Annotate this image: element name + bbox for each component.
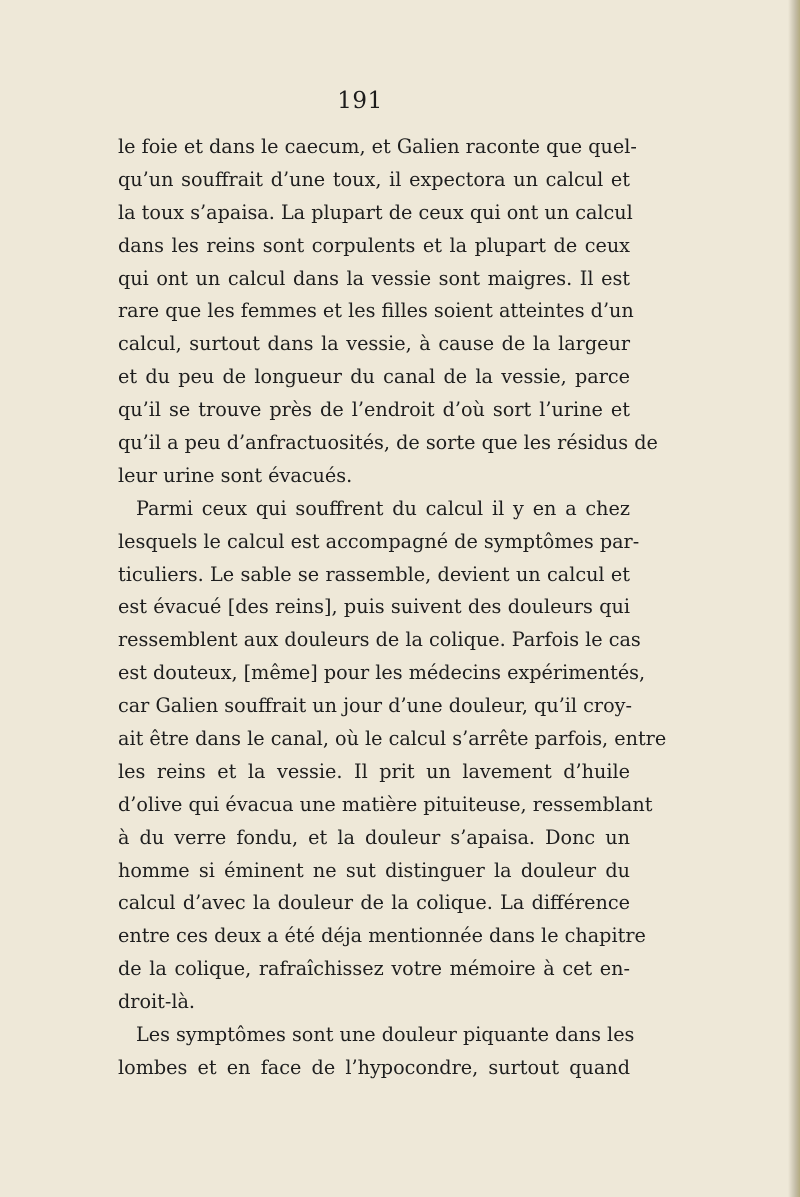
text-line: ticuliers. Le sable se rassemble, devient un calcul et <box>118 562 630 586</box>
text-line: calcul d’avec la douleur de la colique. La différence <box>118 891 630 915</box>
text-line: Parmi ceux qui souffrent du calcul il y en a chez <box>136 496 630 520</box>
text-line: droit-là. <box>118 990 196 1014</box>
page-edge-shadow <box>788 0 800 1197</box>
text-line: calcul, surtout dans la vessie, à cause de la largeur <box>118 332 630 356</box>
text-line: les reins et la vessie. Il prit un lavement d’huile <box>118 759 630 783</box>
text-line: ressemblent aux douleurs de la colique. Parfois le cas <box>118 628 641 652</box>
text-line: qu’un souffrait d’une toux, il expectora un calcul et <box>118 167 630 191</box>
text-line: d’olive qui évacua une matière pituiteuse, ressemblant <box>118 792 653 816</box>
text-line: qu’il a peu d’anfractuosités, de sorte que les résidus de <box>118 431 658 455</box>
text-line: Les symptômes sont une douleur piquante dans les <box>136 1023 635 1047</box>
text-line: à du verre fondu, et la douleur s’apaisa. Donc un <box>118 825 630 849</box>
text-line: et du peu de longueur du canal de la vessie, parce <box>118 365 630 389</box>
text-line: lesquels le calcul est accompagné de symptômes par- <box>118 529 640 553</box>
body-text <box>118 131 667 1085</box>
text-line: est évacué [des reins], puis suivent des douleurs qui <box>118 595 630 619</box>
text-line: lombes et en face de l’hypocondre, surtout quand <box>118 1055 630 1079</box>
text-line: le foie et dans le caecum, et Galien raconte que quel- <box>118 135 637 158</box>
text-line: leur urine sont évacués. <box>118 463 353 487</box>
text-line: entre ces deux a été déja mentionnée dans le chapitre <box>118 924 646 948</box>
text-line: homme si éminent ne sut distinguer la douleur du <box>118 858 630 882</box>
text-line: de la colique, rafraîchissez votre mémoire à cet en- <box>118 957 630 981</box>
text-line: qui ont un calcul dans la vessie sont maigres. Il est <box>118 266 630 290</box>
text-line: qu’il se trouve près de l’endroit d’où sort l’urine et <box>118 398 630 422</box>
text-line: est douteux, [même] pour les médecins expérimentés, <box>118 661 646 685</box>
text-line: car Galien souffrait un jour d’une douleur, qu’il croy- <box>118 694 632 718</box>
page-number: 191 <box>337 88 383 114</box>
text-line: dans les reins sont corpulents et la plupart de ceux <box>118 233 630 257</box>
text-line: rare que les femmes et les filles soient atteintes d’un <box>118 299 634 323</box>
text-line: ait être dans le canal, où le calcul s’arrête parfois, entre <box>118 727 667 751</box>
text-line: la toux s’apaisa. La plupart de ceux qui ont un calcul <box>118 200 633 224</box>
